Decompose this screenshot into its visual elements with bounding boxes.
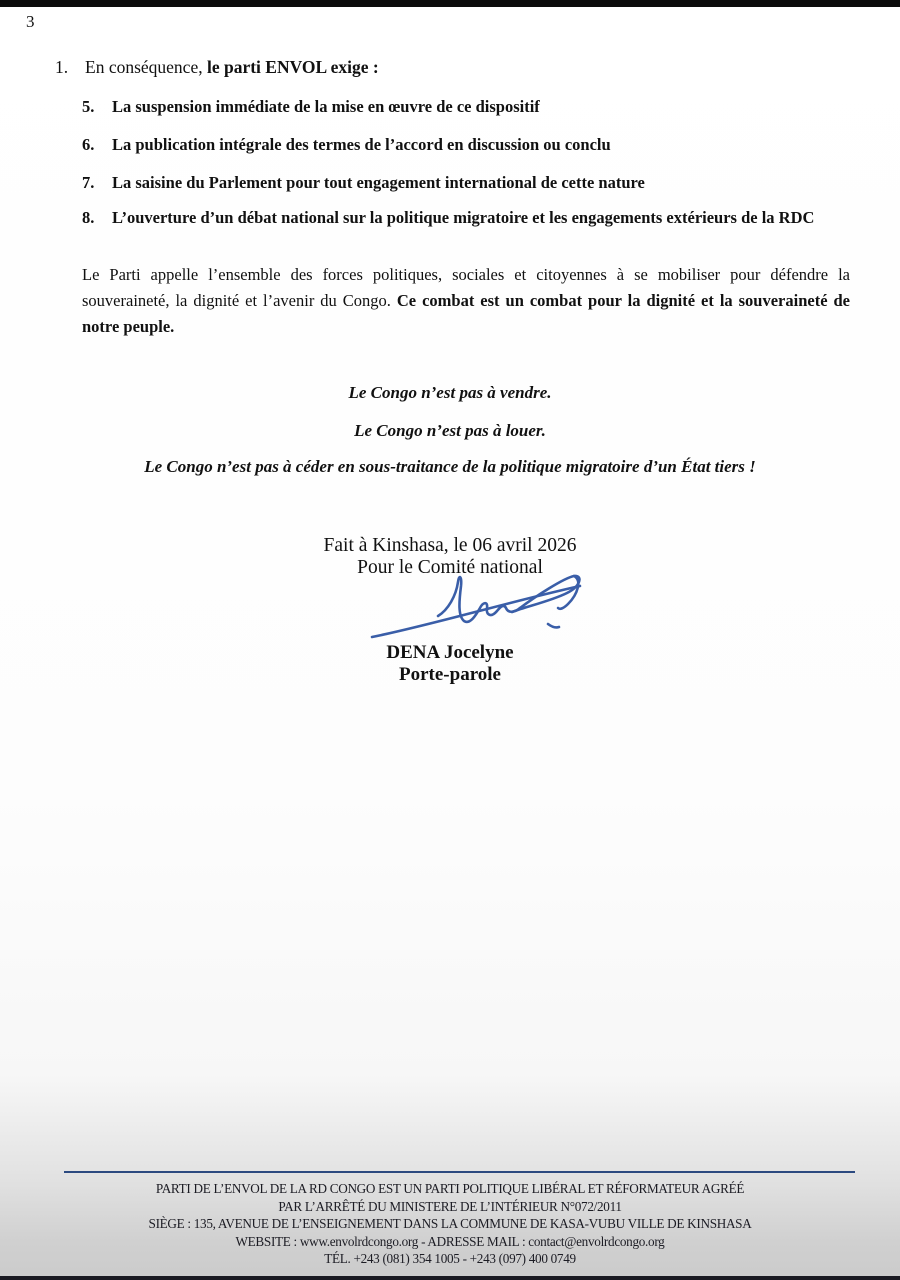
footer-line-party: PARTI DE L’ENVOL DE LA RD CONGO EST UN PARTI POLITIQUE LIBÉRAL ET RÉFORMATEUR AGRÉÉ [155,1181,745,1196]
demand-number: 8. [82,208,95,227]
slogan-line-3: Le Congo n’est pas à céder en sous-traitance de la politique migratoire d’un État tiers ! [144,457,756,476]
heading-text-bold: le parti ENVOL exige : [206,57,379,77]
demand-number: 7. [82,173,95,192]
consequence-heading [55,57,855,78]
signatory-name: DENA Jocelyne [386,642,514,663]
footer-line-address: SIÈGE : 135, AVENUE DE L’ENSEIGNEMENT DANS LA COMMUNE DE KASA-VUBU VILLE DE KINSHASA [148,1216,752,1232]
paragraph-bold: Ce combat est un combat pour la dignité et la souveraineté de notre peuple. [82,291,850,336]
heading-text-regular: En conséquence, [85,57,207,77]
slogan-line-2: Le Congo n’est pas à louer. [354,421,546,440]
page-number: 3 [26,12,35,31]
heading-list-number: 1. [55,57,69,77]
footer-line-decree: PAR L’ARRÊTÉ DU MINISTERE DE L’INTÉRIEUR N°072/2011 [278,1198,622,1214]
footer-line-website-mail: WEBSITE : www.envolrdcongo.org - ADRESSE MAIL : contact@envolrdcongo.org [235,1233,665,1249]
signature-ink [372,576,580,637]
demand-number: 5. [82,97,95,116]
demand-text: La saisine du Parlement pour tout engagement international de cette nature [112,173,645,192]
demand-text: La publication intégrale des termes de l’accord en discussion ou conclu [112,135,611,154]
place-date-line: Fait à Kinshasa, le 06 avril 2026 [323,535,577,556]
handwritten-signature-icon [368,566,586,642]
paragraph-regular: Le Parti appelle l’ensemble des forces politiques, sociales et citoyennes à se mobiliser pour défendre la souveraineté, la dignité et l’avenir du Congo. [82,265,850,310]
bottom-edge-bar [0,1276,900,1280]
top-edge-bar [0,0,900,7]
footer-line-phone: TÉL. +243 (081) 354 1005 - +243 (097) 400 0749 [324,1251,576,1267]
committee-line: Pour le Comité national [357,557,543,578]
footer-rule [64,1171,855,1173]
signatory-title: Porte-parole [399,664,501,685]
slogan-line-1: Le Congo n’est pas à vendre. [348,383,552,402]
mobilization-paragraph [82,262,850,340]
demand-number: 6. [82,135,95,154]
footer [0,1180,900,1268]
demand-text: La suspension immédiate de la mise en œuvre de ce dispositif [112,97,540,116]
demand-text: L’ouverture d’un débat national sur la politique migratoire et les engagements extérieurs de la RDC [112,208,815,227]
